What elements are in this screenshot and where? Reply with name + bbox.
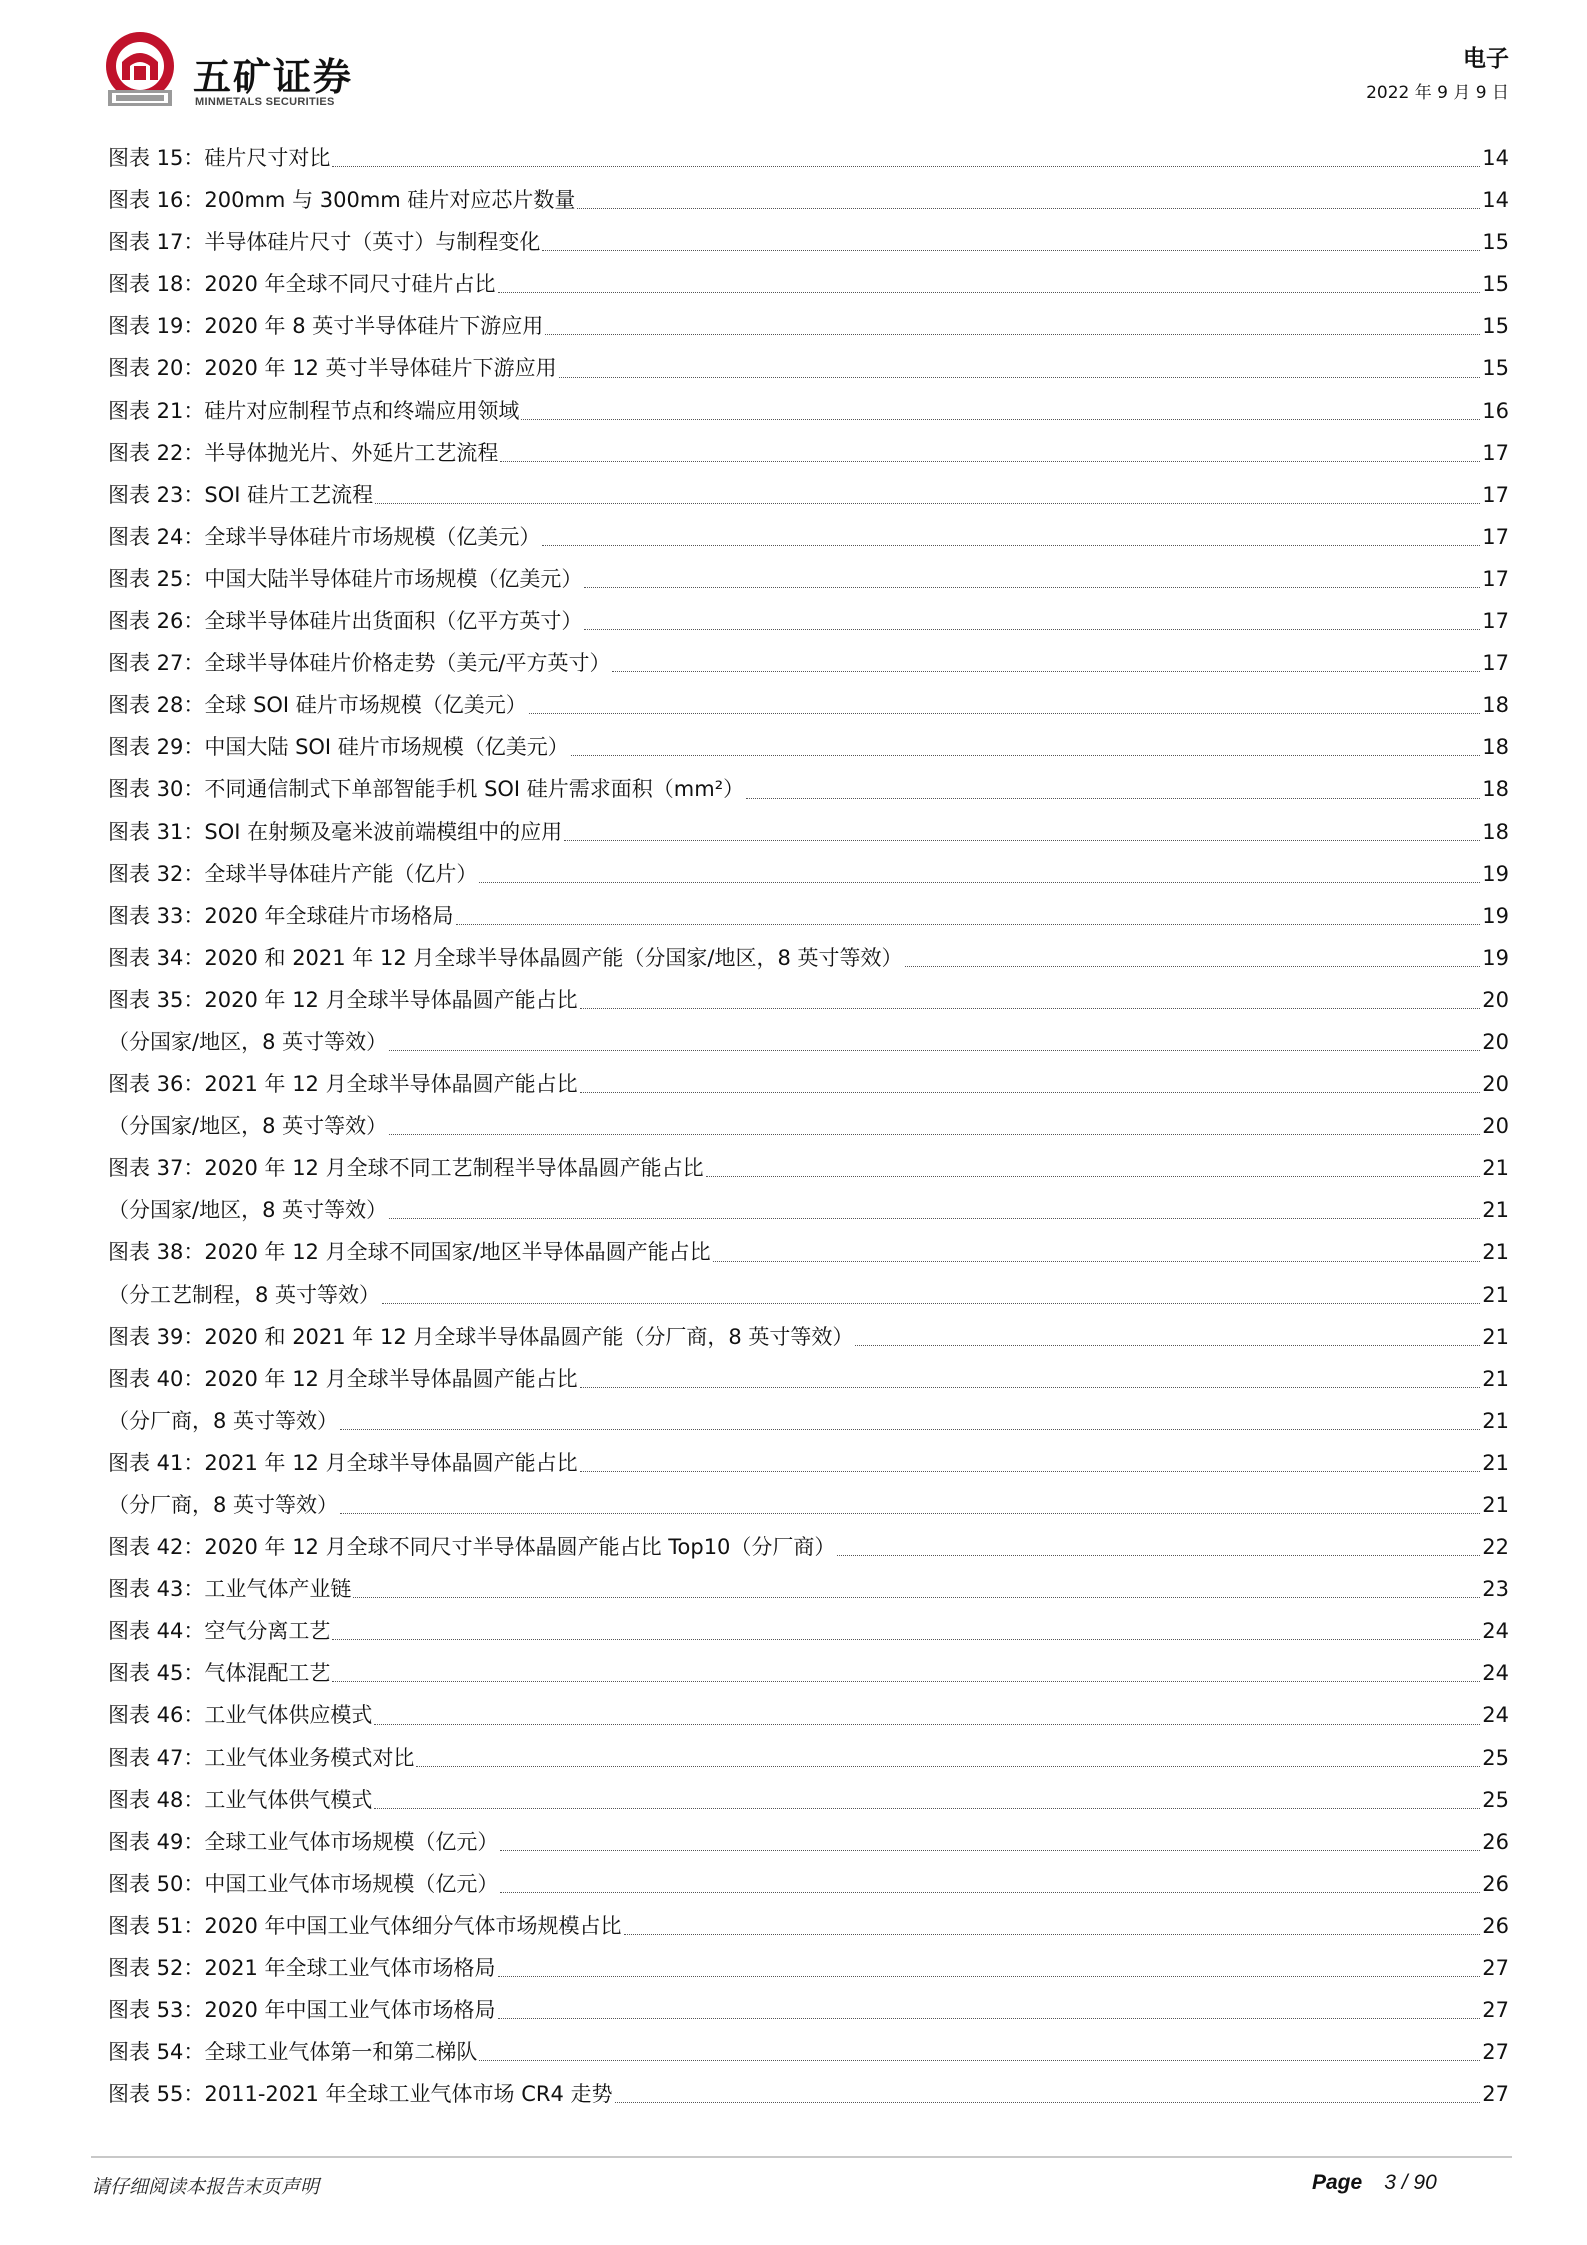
- toc-entry-page: 24: [1482, 1661, 1509, 1686]
- toc-entry[interactable]: [108, 137, 1509, 179]
- toc-entry-page: 18: [1482, 777, 1509, 802]
- toc-entry-label: 图表 20：2020 年 12 英寸半导体硅片下游应用: [108, 356, 557, 381]
- toc-entry-page: 21: [1482, 1240, 1509, 1265]
- toc-entry-page: 19: [1482, 945, 1509, 970]
- toc-entry[interactable]: [108, 1526, 1509, 1568]
- toc-entry-label: 图表 35：2020 年 12 月全球半导体晶圆产能占比: [108, 987, 578, 1012]
- toc-entry-label: （分厂商，8 英寸等效）: [108, 1408, 339, 1433]
- dot-leader: [332, 166, 1480, 167]
- toc-entry[interactable]: [108, 221, 1509, 263]
- toc-entry[interactable]: [108, 179, 1509, 221]
- dot-leader: [498, 292, 1481, 293]
- dot-leader: [545, 334, 1480, 335]
- toc-entry[interactable]: [108, 1568, 1509, 1610]
- dot-leader: [746, 798, 1480, 799]
- dot-leader: [340, 1429, 1480, 1430]
- toc-entry-label: 图表 27：全球半导体硅片价格走势（美元/平方英寸）: [108, 651, 611, 676]
- toc-entry-page: 17: [1482, 440, 1509, 465]
- dot-leader: [571, 755, 1480, 756]
- toc-entry[interactable]: [108, 642, 1509, 684]
- toc-entry-label: 图表 49：全球工业气体市场规模（亿元）: [108, 1829, 499, 1854]
- dot-leader: [382, 1303, 1480, 1304]
- toc-entry[interactable]: [108, 1147, 1509, 1189]
- toc-entry[interactable]: [108, 1779, 1509, 1821]
- brand-name-english: MINMETALS SECURITIES: [195, 96, 335, 108]
- toc-entry-label: 图表 25：中国大陆半导体硅片市场规模（亿美元）: [108, 566, 583, 591]
- dot-leader: [389, 1134, 1480, 1135]
- dot-leader: [905, 966, 1481, 967]
- toc-entry-page: 27: [1482, 2082, 1509, 2107]
- minmetals-logo: [102, 30, 178, 110]
- dot-leader: [416, 1766, 1480, 1767]
- dot-leader: [580, 1471, 1481, 1472]
- toc-entry[interactable]: [108, 684, 1509, 726]
- toc-entry-label: 图表 24：全球半导体硅片市场规模（亿美元）: [108, 524, 541, 549]
- toc-entry[interactable]: [108, 558, 1509, 600]
- toc-entry-page: 18: [1482, 819, 1509, 844]
- toc-entry[interactable]: [108, 1316, 1509, 1358]
- toc-entry[interactable]: [108, 1400, 1509, 1442]
- toc-entry-page: 17: [1482, 651, 1509, 676]
- toc-entry-page: 21: [1482, 1198, 1509, 1223]
- dot-leader: [374, 1808, 1480, 1809]
- dot-leader: [389, 1050, 1480, 1051]
- toc-entry[interactable]: [108, 768, 1509, 810]
- toc-entry-page: 24: [1482, 1703, 1509, 1728]
- toc-entry-page: 26: [1482, 1829, 1509, 1854]
- toc-entry[interactable]: [108, 1863, 1509, 1905]
- toc-entry-page: 27: [1482, 2040, 1509, 2065]
- toc-entry[interactable]: [108, 1231, 1509, 1273]
- toc-entry[interactable]: [108, 1905, 1509, 1947]
- toc-entry-label: 图表 52：2021 年全球工业气体市场格局: [108, 1956, 496, 1981]
- footer-disclaimer: 请仔细阅读本报告末页声明: [91, 2176, 320, 2198]
- toc-entry-label: 图表 40：2020 年 12 月全球半导体晶圆产能占比: [108, 1366, 578, 1391]
- toc-entry-label: 图表 43：工业气体产业链: [108, 1577, 352, 1602]
- toc-entry[interactable]: [108, 979, 1509, 1021]
- toc-entry-page: 23: [1482, 1577, 1509, 1602]
- toc-entry-label: 图表 34：2020 和 2021 年 12 月全球半导体晶圆产能（分国家/地区，8 英寸等效）: [108, 945, 903, 970]
- dot-leader: [580, 1387, 1481, 1388]
- toc-entry-page: 22: [1482, 1535, 1509, 1560]
- toc-entry[interactable]: [108, 516, 1509, 558]
- toc-entry-label: （分国家/地区，8 英寸等效）: [108, 1029, 388, 1054]
- toc-entry[interactable]: [108, 1821, 1509, 1863]
- dot-leader: [375, 503, 1480, 504]
- toc-entry[interactable]: [108, 1189, 1509, 1231]
- toc-entry-page: 17: [1482, 482, 1509, 507]
- toc-entry-page: 26: [1482, 1913, 1509, 1938]
- toc-entry-page: 14: [1482, 146, 1509, 170]
- toc-entry[interactable]: [108, 937, 1509, 979]
- dot-leader: [332, 1681, 1480, 1682]
- toc-entry-label: 图表 55：2011-2021 年全球工业气体市场 CR4 走势: [108, 2082, 613, 2107]
- dot-leader: [564, 840, 1480, 841]
- report-sector: 电子: [1463, 46, 1509, 72]
- toc-entry-page: 21: [1482, 1408, 1509, 1433]
- toc-entry-label: 图表 32：全球半导体硅片产能（亿片）: [108, 861, 478, 886]
- dot-leader: [542, 250, 1480, 251]
- toc-entry-page: 16: [1482, 398, 1509, 423]
- toc-entry[interactable]: [108, 1652, 1509, 1694]
- toc-entry-page: 26: [1482, 1871, 1509, 1896]
- toc-entry-page: 15: [1482, 272, 1509, 297]
- toc-entry-label: 图表 26：全球半导体硅片出货面积（亿平方英寸）: [108, 609, 583, 634]
- toc-entry[interactable]: [108, 1442, 1509, 1484]
- toc-entry-page: 19: [1482, 903, 1509, 928]
- toc-entry-label: 图表 23：SOI 硅片工艺流程: [108, 482, 374, 507]
- dot-leader: [584, 629, 1480, 630]
- dot-leader: [353, 1597, 1480, 1598]
- brand-name: 五矿证券: [193, 55, 354, 99]
- dot-leader: [340, 1513, 1480, 1514]
- toc-entry-page: 21: [1482, 1282, 1509, 1307]
- toc-entry-page: 15: [1482, 314, 1509, 339]
- report-date: 2022 年 9 月 9 日: [1366, 83, 1509, 103]
- figure-list: [108, 137, 1509, 2115]
- toc-entry-label: 图表 42：2020 年 12 月全球不同尺寸半导体晶圆产能占比 Top10（分厂商）: [108, 1535, 836, 1560]
- toc-entry[interactable]: [108, 474, 1509, 516]
- dot-leader: [498, 1976, 1481, 1977]
- dot-leader: [332, 1639, 1480, 1640]
- toc-entry[interactable]: [108, 390, 1509, 432]
- toc-entry-label: 图表 45：气体混配工艺: [108, 1661, 331, 1686]
- toc-entry-label: （分国家/地区，8 英寸等效）: [108, 1114, 388, 1139]
- toc-entry[interactable]: [108, 2073, 1509, 2115]
- toc-entry[interactable]: [108, 853, 1509, 895]
- toc-entry-page: 18: [1482, 693, 1509, 718]
- toc-entry[interactable]: [108, 263, 1509, 305]
- toc-entry[interactable]: [108, 1737, 1509, 1779]
- toc-entry-page: 20: [1482, 1114, 1509, 1139]
- dot-leader: [479, 2060, 1480, 2061]
- dot-leader: [456, 924, 1481, 925]
- toc-entry[interactable]: [108, 1105, 1509, 1147]
- toc-entry-page: 15: [1482, 356, 1509, 381]
- page-number: 3 / 90: [1384, 2171, 1437, 2194]
- toc-entry[interactable]: [108, 432, 1509, 474]
- toc-entry-label: 图表 31：SOI 在射频及毫米波前端模组中的应用: [108, 819, 563, 844]
- dot-leader: [521, 419, 1480, 420]
- toc-entry-label: （分厂商，8 英寸等效）: [108, 1493, 339, 1517]
- dot-leader: [580, 1008, 1481, 1009]
- toc-entry-page: 15: [1482, 230, 1509, 255]
- page-indicator: [1312, 2171, 1437, 2195]
- dot-leader: [584, 587, 1480, 588]
- toc-entry-page: 21: [1482, 1450, 1509, 1475]
- toc-entry-label: 图表 50：中国工业气体市场规模（亿元）: [108, 1871, 499, 1896]
- toc-entry-label: 图表 46：工业气体供应模式: [108, 1703, 373, 1728]
- dot-leader: [500, 461, 1480, 462]
- toc-entry-label: 图表 53：2020 年中国工业气体市场格局: [108, 1998, 496, 2023]
- dot-leader: [479, 882, 1480, 883]
- toc-entry-page: 18: [1482, 735, 1509, 760]
- toc-entry[interactable]: [108, 600, 1509, 642]
- toc-entry[interactable]: [108, 1021, 1509, 1063]
- toc-entry-label: 图表 38：2020 年 12 月全球不同国家/地区半导体晶圆产能占比: [108, 1240, 711, 1265]
- toc-entry-page: 20: [1482, 987, 1509, 1012]
- dot-leader: [713, 1261, 1481, 1262]
- footer-divider: [91, 2156, 1512, 2158]
- toc-entry[interactable]: [108, 305, 1509, 347]
- dot-leader: [529, 713, 1480, 714]
- toc-entry-label: 图表 21：硅片对应制程节点和终端应用领域: [108, 398, 520, 423]
- toc-entry-page: 14: [1482, 188, 1509, 213]
- toc-entry[interactable]: [108, 1947, 1509, 1989]
- toc-entry-label: 图表 41：2021 年 12 月全球半导体晶圆产能占比: [108, 1450, 578, 1475]
- toc-entry-page: 25: [1482, 1745, 1509, 1770]
- toc-entry[interactable]: [108, 1274, 1509, 1316]
- toc-entry[interactable]: [108, 1989, 1509, 2031]
- page-label: Page: [1312, 2171, 1363, 2194]
- toc-entry-label: 图表 37：2020 年 12 月全球不同工艺制程半导体晶圆产能占比: [108, 1156, 704, 1181]
- dot-leader: [559, 377, 1481, 378]
- toc-entry-label: 图表 44：空气分离工艺: [108, 1619, 331, 1644]
- toc-entry-label: 图表 30：不同通信制式下单部智能手机 SOI 硅片需求面积（mm²）: [108, 777, 745, 802]
- toc-entry-label: 图表 28：全球 SOI 硅片市场规模（亿美元）: [108, 693, 527, 718]
- toc-entry-label: 图表 16：200mm 与 300mm 硅片对应芯片数量: [108, 188, 576, 213]
- toc-entry-page: 21: [1482, 1493, 1509, 1517]
- toc-entry-label: 图表 18：2020 年全球不同尺寸硅片占比: [108, 272, 496, 297]
- toc-entry[interactable]: [108, 1358, 1509, 1400]
- toc-entry-page: 17: [1482, 566, 1509, 591]
- dot-leader: [577, 208, 1480, 209]
- dot-leader: [500, 1892, 1480, 1893]
- dot-leader: [612, 671, 1480, 672]
- toc-entry-page: 19: [1482, 861, 1509, 886]
- toc-entry-label: 图表 36：2021 年 12 月全球半导体晶圆产能占比: [108, 1072, 578, 1097]
- dot-leader: [498, 2018, 1481, 2019]
- toc-entry-label: 图表 15：硅片尺寸对比: [108, 146, 331, 170]
- toc-entry-page: 25: [1482, 1787, 1509, 1812]
- dot-leader: [389, 1218, 1480, 1219]
- toc-entry-page: 21: [1482, 1366, 1509, 1391]
- toc-entry-label: 图表 33：2020 年全球硅片市场格局: [108, 903, 454, 928]
- toc-entry-page: 20: [1482, 1029, 1509, 1054]
- dot-leader: [374, 1724, 1480, 1725]
- toc-entry-label: 图表 29：中国大陆 SOI 硅片市场规模（亿美元）: [108, 735, 569, 760]
- toc-entry-label: （分工艺制程，8 英寸等效）: [108, 1282, 381, 1307]
- toc-entry[interactable]: [108, 1063, 1509, 1105]
- toc-entry-label: 图表 54：全球工业气体第一和第二梯队: [108, 2040, 478, 2065]
- toc-entry-label: 图表 48：工业气体供气模式: [108, 1787, 373, 1812]
- toc-entry[interactable]: [108, 1694, 1509, 1736]
- dot-leader: [837, 1555, 1480, 1556]
- dot-leader: [706, 1176, 1481, 1177]
- toc-entry[interactable]: [108, 347, 1509, 389]
- toc-entry-page: 21: [1482, 1324, 1509, 1349]
- dot-leader: [542, 545, 1480, 546]
- dot-leader: [580, 1092, 1481, 1093]
- toc-entry-label: （分国家/地区，8 英寸等效）: [108, 1198, 388, 1223]
- toc-entry-label: 图表 22：半导体抛光片、外延片工艺流程: [108, 440, 499, 465]
- toc-entry-page: 24: [1482, 1619, 1509, 1644]
- toc-entry-page: 17: [1482, 524, 1509, 549]
- toc-entry-label: 图表 51：2020 年中国工业气体细分气体市场规模占比: [108, 1913, 622, 1938]
- toc-entry[interactable]: [108, 726, 1509, 768]
- toc-entry-page: 27: [1482, 1956, 1509, 1981]
- dot-leader: [615, 2102, 1481, 2103]
- toc-entry-label: 图表 47：工业气体业务模式对比: [108, 1745, 415, 1770]
- dot-leader: [624, 1934, 1481, 1935]
- toc-entry-page: 20: [1482, 1072, 1509, 1097]
- toc-entry-label: 图表 39：2020 和 2021 年 12 月全球半导体晶圆产能（分厂商，8 英寸等效）: [108, 1324, 854, 1349]
- toc-entry-page: 17: [1482, 609, 1509, 634]
- toc-entry[interactable]: [108, 811, 1509, 853]
- toc-entry-label: 图表 17：半导体硅片尺寸（英寸）与制程变化: [108, 230, 541, 255]
- dot-leader: [855, 1345, 1480, 1346]
- toc-entry-label: 图表 19：2020 年 8 英寸半导体硅片下游应用: [108, 314, 544, 339]
- toc-entry-page: 27: [1482, 1998, 1509, 2023]
- toc-entry[interactable]: [108, 895, 1509, 937]
- toc-entry-page: 21: [1482, 1156, 1509, 1181]
- toc-entry[interactable]: [108, 2031, 1509, 2073]
- toc-entry[interactable]: [108, 1484, 1509, 1526]
- toc-entry[interactable]: [108, 1610, 1509, 1652]
- dot-leader: [500, 1850, 1480, 1851]
